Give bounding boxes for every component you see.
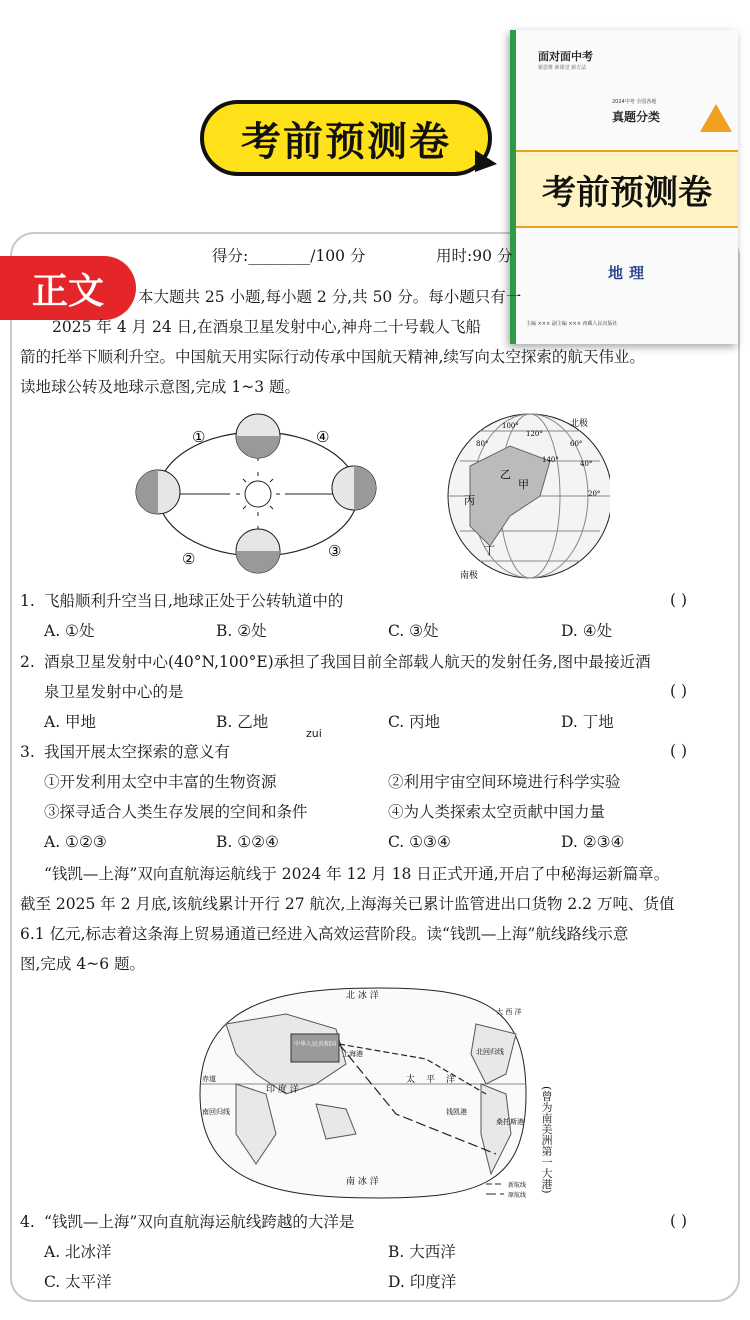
q2-stem-cont: 泉卫星发射中心的是 — [44, 683, 184, 701]
map-label-tropic-capricorn: 南回归线 — [202, 1108, 230, 1116]
map-label-indian: 印 度 洋 — [266, 1085, 299, 1095]
map-label-shanghai: 上海港 — [342, 1050, 363, 1058]
q2-option-a[interactable]: A. 甲地 — [44, 713, 97, 731]
shipping-route-map — [196, 984, 560, 1202]
cover-subject: 地理 — [608, 264, 651, 282]
cover-footer: 主编 ××× 副主编 ××× 西藏人民出版社 — [526, 321, 618, 327]
legend-new: 新航线 — [508, 1182, 527, 1189]
map-label-pacific-1: 太 — [406, 1075, 416, 1085]
stray-annotation: zui — [306, 727, 322, 740]
map-label-pacific-3: 洋 — [446, 1075, 456, 1085]
q4-option-c[interactable]: C. 太平洋 — [44, 1273, 112, 1291]
intro-line: 本大题共 25 小题,每小题 2 分,共 50 分。每小题只有一 — [138, 288, 522, 306]
q2-option-c[interactable]: C. 丙地 — [388, 713, 441, 731]
book-cover — [510, 30, 738, 344]
q3-number: 3. — [20, 743, 35, 761]
time-field: 用时:90 分 — [436, 247, 513, 265]
cover-brand: 面对面中考 — [538, 50, 593, 63]
map-label-santos: 桑托斯港 — [496, 1118, 524, 1126]
q1-option-a[interactable]: A. ①处 — [44, 622, 95, 640]
q1-answer-blank[interactable]: ( ) — [670, 591, 688, 609]
q1-number: 1. — [20, 592, 35, 610]
q3-statement-2: ②利用宇宙空间环境进行科学实验 — [388, 773, 621, 791]
map-label-equator: 赤道 — [202, 1075, 216, 1083]
q4-option-b[interactable]: B. 大西洋 — [388, 1243, 456, 1261]
q2-option-b[interactable]: B. 乙地 — [216, 713, 269, 731]
map-label-china: 中华人民共和国 — [294, 1041, 337, 1048]
orbit-label-4: ④ — [316, 428, 330, 446]
earth-left-icon — [136, 470, 180, 514]
passage2-line3: 6.1 亿元,标志着这条海上贸易通道已经进入高效运营阶段。读“钱凯—上海”航线路线示意 — [20, 925, 629, 943]
banner-tail — [475, 150, 497, 172]
globe-label-40: 40° — [580, 460, 593, 468]
q1-option-c[interactable]: C. ③处 — [388, 622, 439, 640]
globe-label-south: 南极 — [460, 571, 479, 581]
q4-number: 4. — [20, 1213, 35, 1231]
pyramid-icon — [700, 104, 732, 132]
map-label-arctic: 北 冰 洋 — [346, 991, 379, 1001]
globe-label-120: 120° — [526, 430, 543, 438]
q2-stem: 酒泉卫星发射中心(40°N,100°E)承担了我国目前全部载人航天的发射任务,图中最接近酒 — [44, 653, 651, 671]
q4-option-a[interactable]: A. 北冰洋 — [44, 1243, 112, 1261]
earth-revolution-figure — [130, 406, 610, 584]
passage1-line1: 2025 年 4 月 24 日,在酒泉卫星发射中心,神舟二十号载人飞船 — [52, 318, 482, 336]
globe-label-140: 140° — [542, 456, 559, 464]
china-box — [291, 1034, 339, 1062]
q4-stem: “钱凯—上海”双向直航海运航线跨越的大洋是 — [44, 1213, 355, 1231]
map-note: (曾为南美洲第一大港) — [540, 1086, 553, 1194]
q3-statement-4: ④为人类探索太空贡献中国力量 — [388, 803, 606, 821]
score-field: 得分:________/100 分 — [212, 247, 366, 265]
map-label-southern: 南 冰 洋 — [346, 1177, 379, 1187]
passage1-line3: 读地球公转及地球示意图,完成 1~3 题。 — [20, 378, 300, 396]
q3-option-d[interactable]: D. ②③④ — [561, 833, 625, 851]
orbit-label-1: ① — [192, 428, 206, 446]
q4-answer-blank[interactable]: ( ) — [670, 1212, 688, 1230]
q3-option-a[interactable]: A. ①②③ — [44, 833, 107, 851]
map-label-atlantic: 大 西 洋 — [496, 1008, 522, 1016]
title-banner — [200, 100, 492, 176]
globe-label-bing: 丙 — [464, 494, 475, 507]
earth-bottom-icon — [236, 529, 280, 573]
q1-stem: 飞船顺利升空当日,地球正处于公转轨道中的 — [44, 592, 344, 610]
q2-number: 2. — [20, 653, 35, 671]
globe-label-yi: 乙 — [500, 468, 511, 481]
earth-right-icon — [332, 466, 376, 510]
globe-label-80: 80° — [476, 440, 489, 448]
q3-option-c[interactable]: C. ①③④ — [388, 833, 451, 851]
cover-title: 考前预测卷 — [542, 172, 712, 213]
q2-answer-blank[interactable]: ( ) — [670, 682, 688, 700]
cover-series-small: 2024中考 全国各地 — [612, 99, 657, 105]
map-label-tropic-cancer: 北回归线 — [476, 1048, 504, 1056]
q3-statement-3: ③探寻适合人类生存发展的空间和条件 — [44, 803, 308, 821]
legend-old: 原航线 — [508, 1192, 527, 1199]
passage2-line2: 截至 2025 年 2 月底,该航线累计开行 27 航次,上海海关已累计监管进出口货物 2.2 万吨、货值 — [20, 895, 675, 913]
sun-icon — [245, 481, 271, 507]
figure1-svg — [130, 406, 610, 584]
globe-label-20: 20° — [588, 490, 601, 498]
q2-option-d[interactable]: D. 丁地 — [561, 713, 614, 731]
globe-label-100: 100° — [502, 422, 519, 430]
figure2-svg — [196, 984, 560, 1202]
globe-label-jia: 甲 — [518, 478, 529, 491]
map-label-pacific-2: 平 — [426, 1075, 436, 1085]
q3-statement-1: ①开发利用太空中丰富的生物资源 — [44, 773, 277, 791]
section-tag — [0, 256, 136, 320]
q1-option-b[interactable]: B. ②处 — [216, 622, 267, 640]
orbit-label-2: ② — [182, 550, 196, 568]
cover-title-band — [516, 150, 738, 228]
map-label-chancay: 钱凯港 — [446, 1108, 467, 1116]
orbit-label-3: ③ — [328, 542, 342, 560]
q1-option-d[interactable]: D. ④处 — [561, 622, 613, 640]
globe-label-north: 北极 — [570, 419, 589, 429]
cover-brand-sub: 新思维 新课堂 新方法 — [538, 65, 587, 71]
banner-title: 考前预测卷 — [241, 118, 451, 165]
passage2-line1: “钱凯—上海”双向直航海运航线于 2024 年 12 月 18 日正式开通,开启了中秘海运新篇章。 — [44, 865, 670, 883]
q3-answer-blank[interactable]: ( ) — [670, 742, 688, 760]
q4-option-d[interactable]: D. 印度洋 — [388, 1273, 457, 1291]
q3-stem: 我国开展太空探索的意义有 — [44, 743, 231, 761]
section-tag-label: 正文 — [31, 270, 104, 312]
passage1-line2: 箭的托举下顺利升空。中国航天用实际行动传承中国航天精神,续写向太空探索的航天伟业。 — [20, 348, 645, 366]
globe-label-ding: 丁 — [484, 544, 495, 557]
globe-label-60: 60° — [570, 440, 583, 448]
earth-top-icon — [236, 414, 280, 458]
cover-series: 真题分类 — [612, 110, 661, 124]
passage2-line4: 图,完成 4~6 题。 — [20, 955, 145, 973]
q3-option-b[interactable]: B. ①②④ — [216, 833, 279, 851]
